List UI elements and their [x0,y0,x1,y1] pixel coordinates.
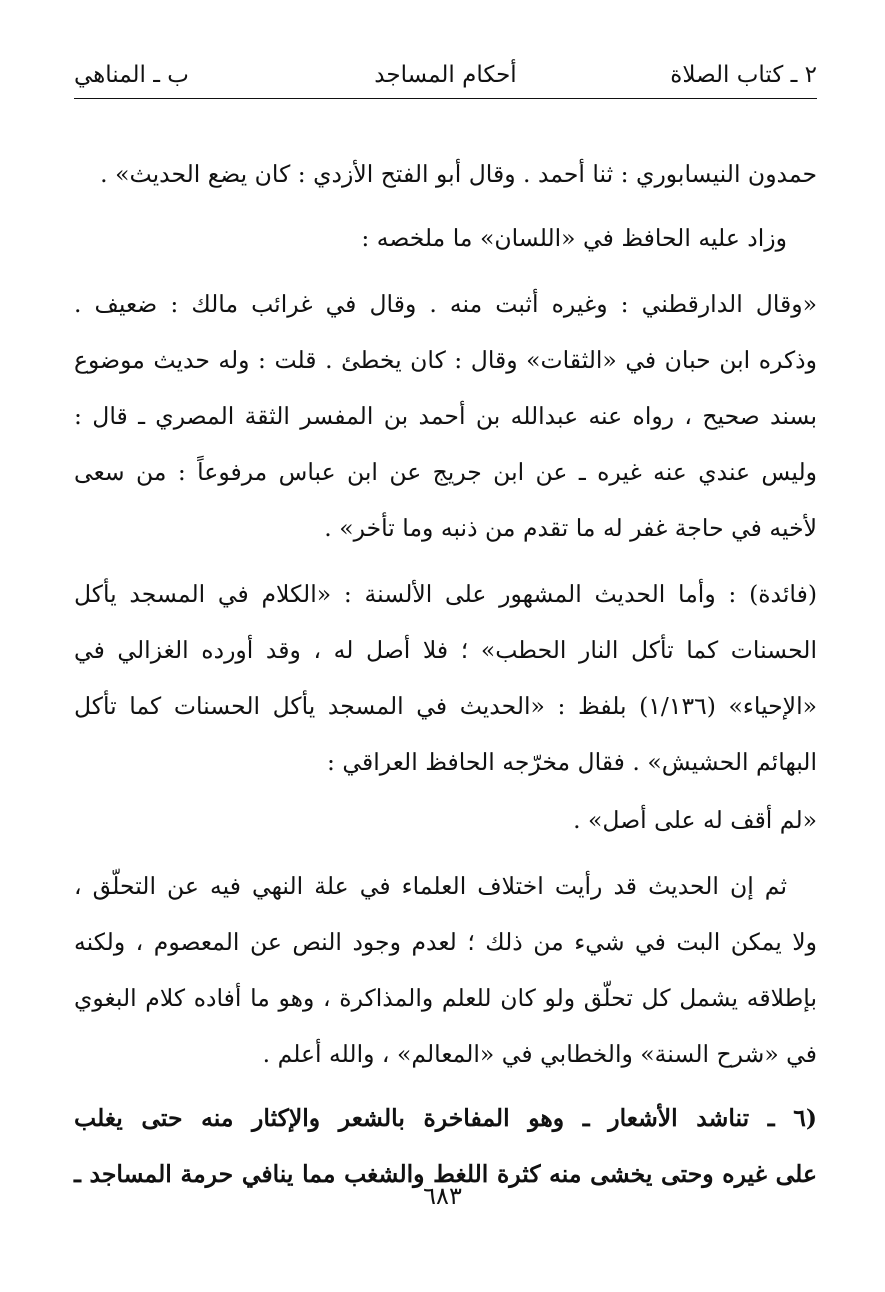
header-rule [74,98,817,99]
benefit-line: (فائدة) : وأما الحديث المشهور على الألسنة : «الكلام في المسجد يأكل [74,580,817,608]
text-line: ثم إن الحديث قد رأيت اختلاف العلماء في علة النهي فيه عن التحلّق ، [74,872,787,900]
quote-line: وليس عندي عنه غيره ـ عن ابن جريج عن ابن عباس مرفوعاً : من سعى [74,458,817,486]
section-heading-line: (٦ ـ تناشد الأشعار ـ وهو المفاخرة بالشعر والإكثار منه حتى يغلب [74,1104,817,1132]
quote-line: «لم أقف له على أصل» . [573,806,817,834]
header-title: أحكام المساجد [374,62,517,88]
header-chapter: ٢ ـ كتاب الصلاة [670,62,817,88]
page-number: ٦٨٣ [423,1182,462,1210]
text-line: ولا يمكن البت في شيء من ذلك ؛ لعدم وجود النص عن المعصوم ، ولكنه [74,928,817,956]
header-section: ب ـ المناهي [74,62,189,88]
text-line: حمدون النيسابوري : ثنا أحمد . وقال أبو الفتح الأزدي : كان يضع الحديث» . [100,160,817,188]
section-heading-line: على غيره وحتى يخشى منه كثرة اللغط والشغب مما ينافي حرمة المساجد ـ [74,1160,817,1188]
text-line: بإطلاقه يشمل كل تحلّق ولو كان للعلم والمذاكرة ، وهو ما أفاده كلام البغوي [74,984,817,1012]
quote-line: لأخيه في حاجة غفر له ما تقدم من ذنبه وما تأخر» . [324,514,817,542]
quote-line: «وقال الدارقطني : وغيره أثبت منه . وقال في غرائب مالك : ضعيف . [74,290,817,318]
benefit-line: الحسنات كما تأكل النار الحطب» ؛ فلا أصل له ، وقد أورده الغزالي في [74,636,817,664]
running-header [74,56,817,96]
benefit-line: البهائم الحشيش» . فقال مخرّجه الحافظ العراقي : [327,748,817,776]
text-line: وزاد عليه الحافظ في «اللسان» ما ملخصه : [361,224,787,252]
quote-line: وذكره ابن حبان في «الثقات» وقال : كان يخطئ . قلت : وله حديث موضوع [74,346,817,374]
benefit-line: «الإحياء» (١/١٣٦) بلفظ : «الحديث في المسجد يأكل الحسنات كما تأكل [74,692,817,720]
quote-line: بسند صحيح ، رواه عنه عبدالله بن أحمد بن المفسر الثقة المصري ـ قال : [74,402,817,430]
text-line: في «شرح السنة» والخطابي في «المعالم» ، والله أعلم . [262,1040,817,1068]
